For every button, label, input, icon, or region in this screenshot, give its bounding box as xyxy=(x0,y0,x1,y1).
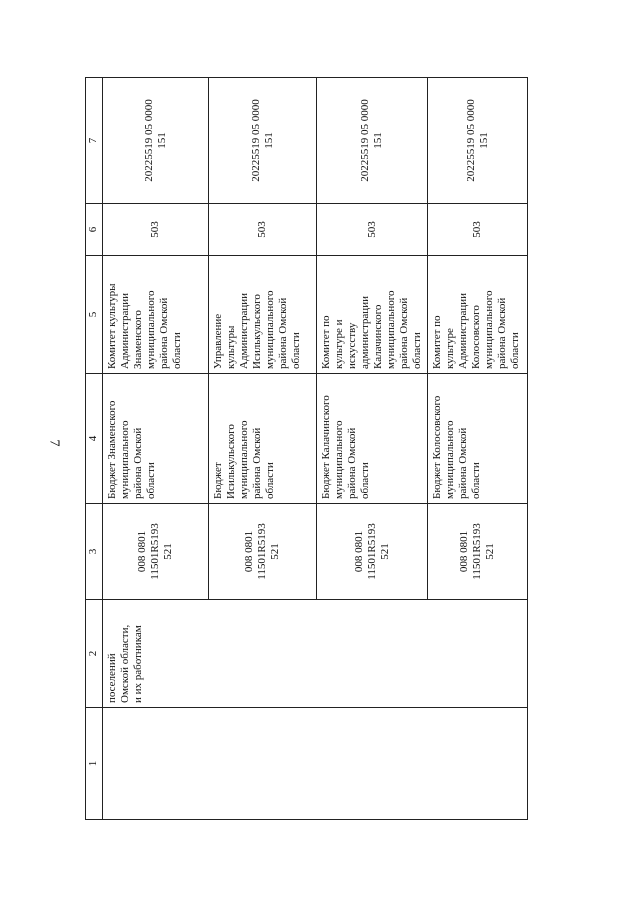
rotated-table-container xyxy=(85,78,525,820)
column-header-3: 3 xyxy=(86,504,103,600)
table-cell-description xyxy=(209,600,317,708)
table-cell-code: 008 0801 11501R5193 521 xyxy=(428,504,528,600)
table-cell-administrator: Комитет культуры Администрации Знаменского муниципального района Омской области xyxy=(103,256,209,374)
table-row xyxy=(103,78,209,820)
page-number: 7 xyxy=(46,439,62,447)
table-cell-code: 008 0801 11501R5193 521 xyxy=(209,504,317,600)
column-header-2: 2 xyxy=(86,600,103,708)
table-cell-admin-code: 503 xyxy=(103,204,209,256)
table-cell-description xyxy=(428,600,528,708)
table-cell-income-code: 20225519 05 0000 151 xyxy=(428,78,528,204)
table-cell-budget: Бюджет Знаменского муниципального района Омской области xyxy=(103,374,209,504)
table-cell-income-code: 20225519 05 0000 151 xyxy=(103,78,209,204)
column-header-5: 5 xyxy=(86,256,103,374)
table-cell-budget: Бюджет Колосовского муниципального района Омской области xyxy=(428,374,528,504)
column-header-1: 1 xyxy=(86,708,103,820)
table-cell-admin-code: 503 xyxy=(317,204,428,256)
column-header-6: 6 xyxy=(86,204,103,256)
table-cell-administrator: Комитет по культуре и искусству администрации Калачинского муниципального района Омской области xyxy=(317,256,428,374)
table-cell-recipient xyxy=(209,708,317,820)
table-cell-recipient xyxy=(428,708,528,820)
table-row xyxy=(209,78,317,820)
table-cell-code: 008 0801 11501R5193 521 xyxy=(317,504,428,600)
table-cell-recipient xyxy=(317,708,428,820)
budget-table xyxy=(85,77,528,820)
column-header-7: 7 xyxy=(86,78,103,204)
table-cell-recipient xyxy=(103,708,209,820)
table-cell-budget: Бюджет Исилькульского муниципального района Омской области xyxy=(209,374,317,504)
column-header-4: 4 xyxy=(86,374,103,504)
table-cell-income-code: 20225519 05 0000 151 xyxy=(209,78,317,204)
table-cell-income-code: 20225519 05 0000 151 xyxy=(317,78,428,204)
table-cell-description xyxy=(317,600,428,708)
table-cell-description: поселений Омской области, и их работникам xyxy=(103,600,209,708)
table-cell-code: 008 0801 11501R5193 521 xyxy=(103,504,209,600)
table-cell-admin-code: 503 xyxy=(428,204,528,256)
table-cell-budget: Бюджет Калачинского муниципального района Омской области xyxy=(317,374,428,504)
header-row xyxy=(86,78,103,820)
table-cell-administrator: Комитет по культуре Администрации Колосовского муниципального района Омской области xyxy=(428,256,528,374)
table-cell-administrator: Управление культуры Администрации Исилькульского муниципального района Омской области xyxy=(209,256,317,374)
table-cell-admin-code: 503 xyxy=(209,204,317,256)
table-row xyxy=(428,78,528,820)
table-row xyxy=(317,78,428,820)
